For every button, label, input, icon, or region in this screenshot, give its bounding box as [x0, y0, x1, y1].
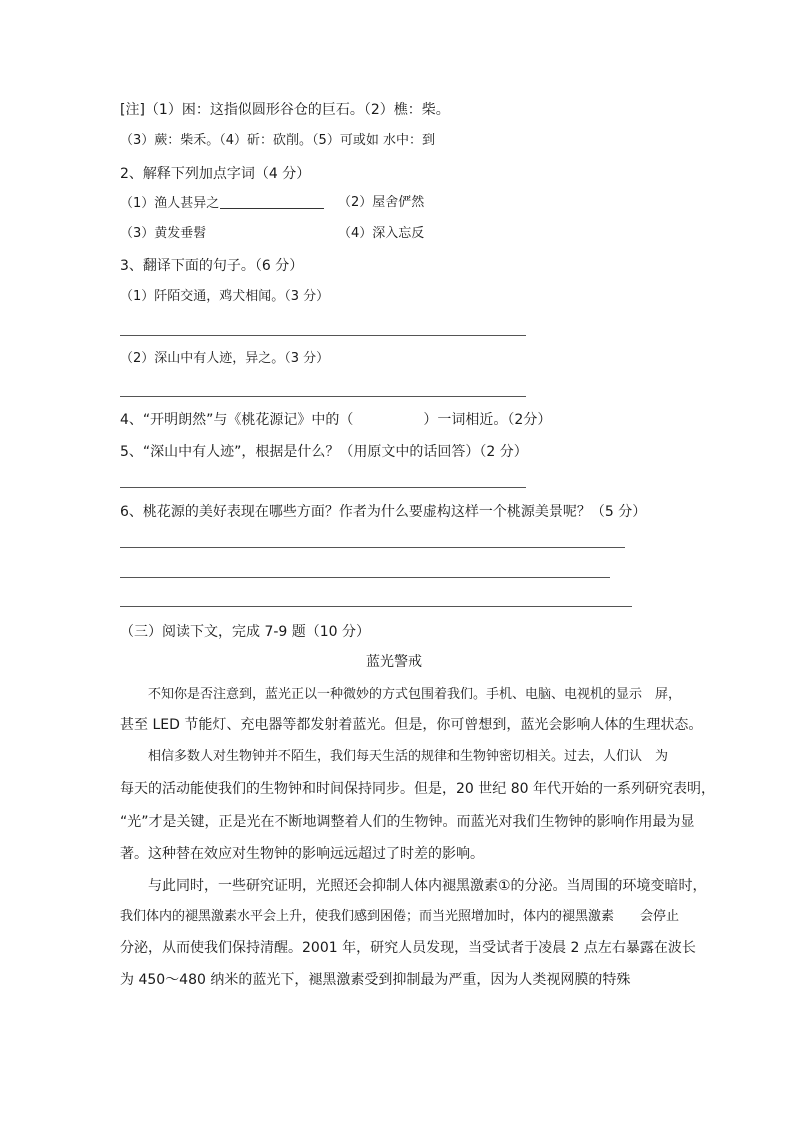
answer-line[interactable] — [120, 577, 610, 578]
paragraph-1-line-1: 不知你是否注意到，蓝光正以一种微妙的方式包围着我们。手机、电脑、电视机的显示 屏， — [148, 687, 682, 702]
paragraph-2-line-4: 著。这种替在效应对生物钟的影响远远超过了时差的影响。 — [120, 846, 484, 862]
paragraph-2-line-1: 相信多数人对生物钟并不陌生，我们每天生活的规律和生物钟密切相关。过去，人们认 为 — [148, 749, 669, 764]
answer-blank[interactable] — [220, 196, 324, 209]
paragraph-3-line-2: 我们体内的褪黑激素水平会上升，使我们感到困倦；而当光照增加时，体内的褪黑激素 会停止 — [120, 909, 680, 924]
question-3-title: 3、翻译下面的句子。（6 分） — [120, 258, 304, 274]
paragraph-2-line-3: “光”才是关键，正是光在不断地调整着人们的生物钟。而蓝光对我们生物钟的影响作用最为显 — [120, 814, 695, 830]
note-line-2: （3）蕨：柴禾。（4）斫：砍削。（5）可或如 水中：到 — [120, 133, 435, 148]
answer-line[interactable] — [120, 487, 526, 488]
paragraph-3-line-3: 分泌，从而使我们保持清醒。2001 年，研究人员发现，当受试者于凌晨 2 点左右暴露在波长 — [120, 940, 696, 956]
question-2-item-1 — [120, 196, 324, 210]
paragraph-3-line-4: 为 450～480 纳米的蓝光下，褪黑激素受到抑制最为严重，因为人类视网膜的特殊 — [120, 972, 631, 988]
question-5: 5、“深山中有人迹”，根据是什么？（用原文中的话回答）（2 分） — [120, 444, 528, 460]
answer-line[interactable] — [120, 335, 526, 336]
question-2-item-1-text: （1）渔人甚异之 — [120, 196, 220, 211]
article-title: 蓝光警戒 — [366, 654, 422, 670]
question-6: 6、桃花源的美好表现在哪些方面？作者为什么要虚构这样一个桃源美景呢？（5 分） — [120, 504, 647, 520]
answer-line[interactable] — [120, 396, 526, 397]
question-3-sentence-1: （1）阡陌交通，鸡犬相闻。（3 分） — [120, 289, 330, 304]
question-4: 4、“开明朗然”与《桃花源记》中的（ ）一词相近。（2分） — [120, 412, 552, 428]
paragraph-1-line-2: 甚至 LED 节能灯、充电器等都发射着蓝光。但是，你可曾想到，蓝光会影响人体的生理状态。 — [120, 717, 703, 733]
answer-line[interactable] — [120, 606, 632, 607]
answer-line[interactable] — [120, 547, 625, 548]
question-3-sentence-2: （2）深山中有人迹，异之。（3 分） — [120, 351, 330, 366]
question-2-title: 2、解释下列加点字词（4 分） — [120, 166, 311, 182]
paragraph-3-line-1: 与此同时，一些研究证明，光照还会抑制人体内褪黑激素①的分泌。当周围的环境变暗时， — [148, 878, 707, 894]
question-2-item-3: （3）黄发垂髫 — [120, 226, 207, 241]
question-2-item-4: （4）深入忘反 — [338, 226, 425, 241]
paragraph-2-line-2: 每天的活动能使我们的生物钟和时间保持同步。但是，20 世纪 80 年代开始的一系列研究表明， — [120, 781, 715, 797]
question-2-item-2: （2）屋舍俨然 — [338, 195, 425, 210]
section-3-heading: （三）阅读下文，完成 7-9 题（10 分） — [120, 624, 371, 640]
note-line-1: [注]（1）困：这指似圆形谷仓的巨石。（2）樵：柴。 — [120, 102, 450, 118]
